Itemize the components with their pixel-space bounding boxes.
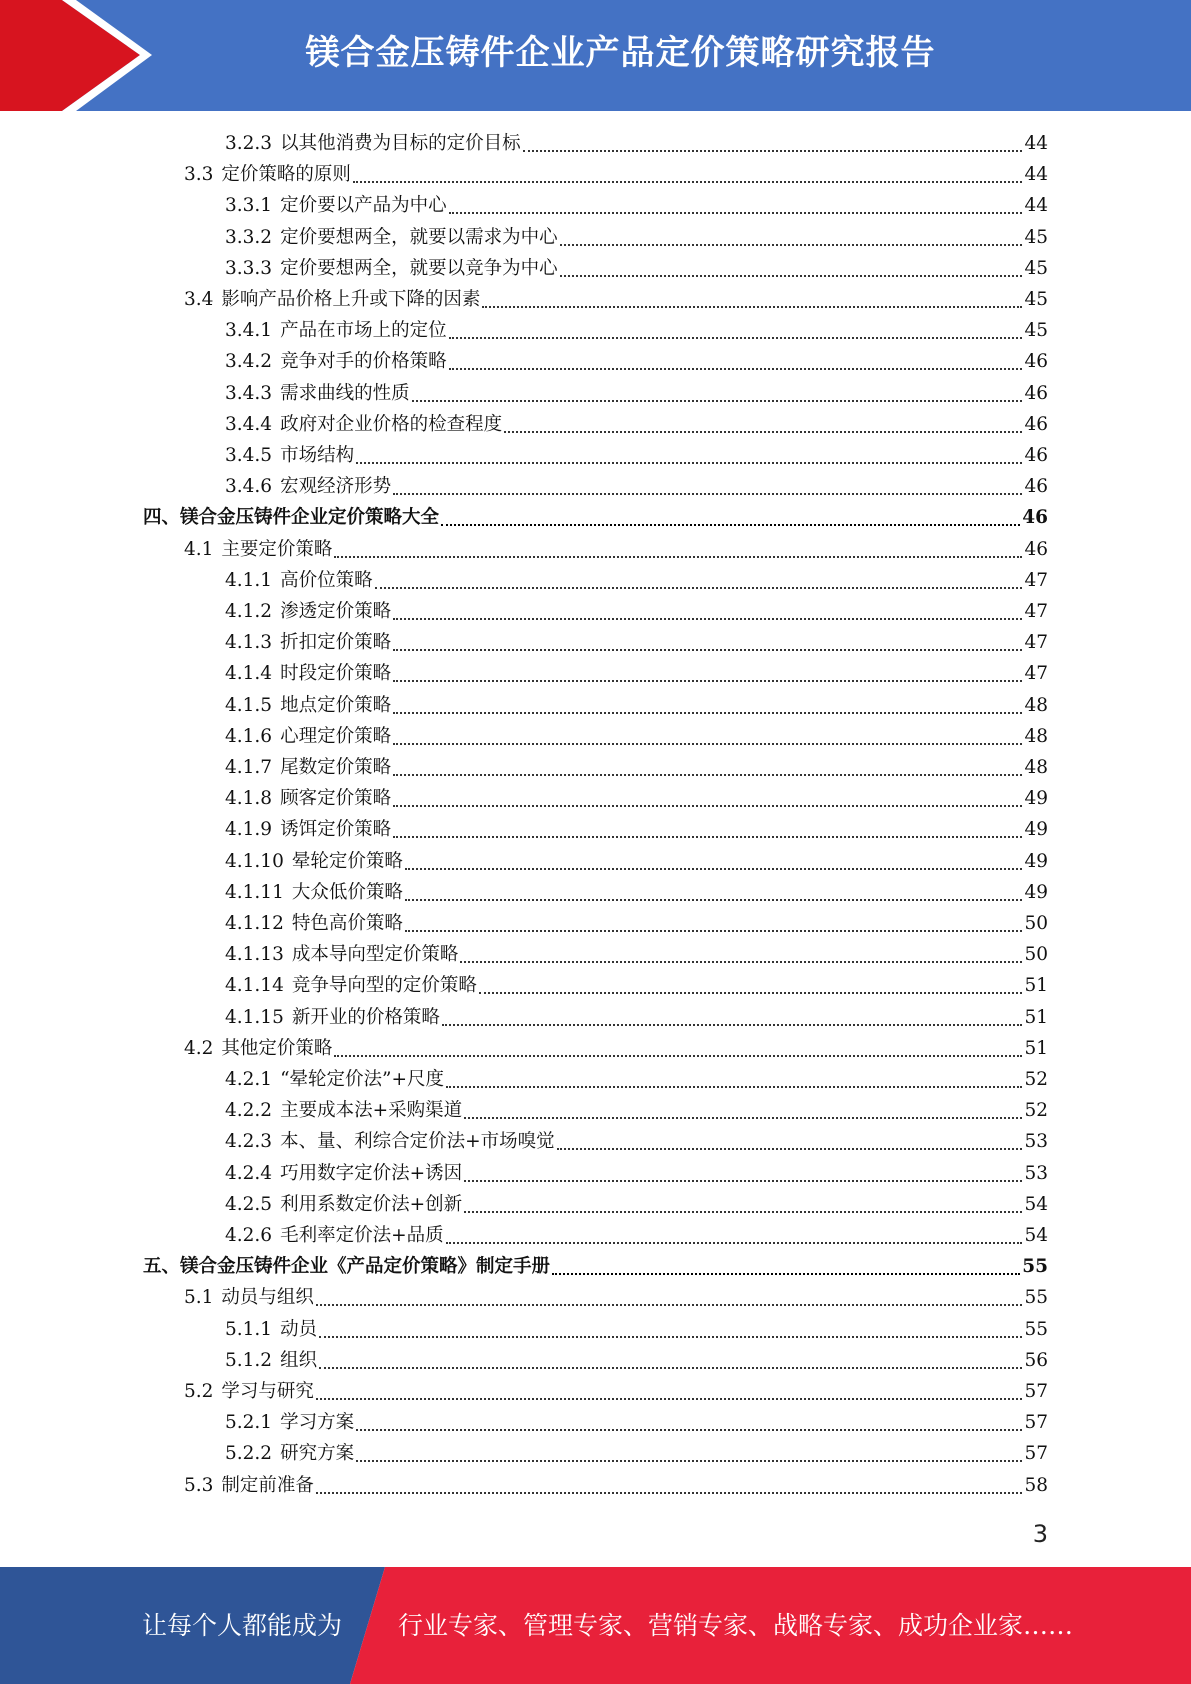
toc-entry[interactable] bbox=[184, 1282, 1048, 1313]
toc-dot-leader bbox=[393, 774, 1022, 776]
toc-entry-title: 渗透定价策略 bbox=[280, 601, 392, 622]
toc-entry-page: 55 bbox=[1022, 1256, 1048, 1278]
toc-entry-page: 47 bbox=[1024, 663, 1048, 685]
toc-entry[interactable] bbox=[225, 1438, 1048, 1469]
toc-entry[interactable] bbox=[225, 128, 1048, 159]
toc-entry[interactable] bbox=[143, 502, 1048, 533]
toc-entry-number: 3.3 bbox=[184, 164, 214, 186]
toc-dot-leader bbox=[441, 524, 1020, 526]
toc-dot-leader bbox=[334, 556, 1022, 558]
toc-entry-title: 竞争导向型的定价策略 bbox=[291, 975, 477, 997]
toc-entry-title: 产品在市场上的定位 bbox=[280, 320, 447, 342]
toc-entry[interactable] bbox=[225, 690, 1048, 721]
toc-entry-title: 折扣定价策略 bbox=[280, 632, 392, 654]
toc-entry-number: 3.3.1 bbox=[225, 195, 273, 217]
toc-dot-leader bbox=[356, 462, 1022, 464]
toc-entry-page: 55 bbox=[1024, 1318, 1048, 1340]
toc-entry-number: 4.2.6 bbox=[225, 1225, 273, 1246]
footer-slogan-right: 行业专家、管理专家、营销专家、战略专家、成功企业家…… bbox=[398, 1611, 1074, 1640]
toc-entry-title: 主要定价策略 bbox=[221, 538, 333, 560]
toc-entry-title: 市场结构 bbox=[280, 445, 355, 466]
toc-dot-leader bbox=[353, 181, 1023, 183]
toc-entry-number: 4.2 bbox=[184, 1037, 214, 1059]
toc-entry-title: 宏观经济形势 bbox=[280, 476, 392, 498]
toc-entry-title: 毛利率定价法+品质 bbox=[280, 1225, 444, 1246]
toc-entry[interactable] bbox=[225, 1002, 1048, 1033]
toc-entry-page: 55 bbox=[1024, 1287, 1048, 1309]
toc-entry-number: 3.4.2 bbox=[225, 351, 273, 373]
toc-entry-title: 组织 bbox=[280, 1349, 318, 1371]
toc-entry-page: 54 bbox=[1024, 1193, 1048, 1215]
toc-entry-page: 54 bbox=[1024, 1225, 1048, 1246]
toc-dot-leader bbox=[523, 150, 1023, 152]
toc-entry[interactable] bbox=[184, 1470, 1048, 1501]
header-banner bbox=[0, 0, 1191, 111]
toc-entry-number: 4.1.14 bbox=[225, 975, 284, 997]
toc-entry-page: 57 bbox=[1024, 1381, 1048, 1402]
toc-dot-leader bbox=[560, 244, 1023, 246]
toc-entry-title: 新开业的价格策略 bbox=[291, 1006, 440, 1028]
toc-entry[interactable] bbox=[225, 752, 1048, 783]
toc-entry-title: 利用系数定价法+创新 bbox=[280, 1193, 463, 1215]
toc-entry-number: 5.3 bbox=[184, 1474, 214, 1496]
toc-dot-leader bbox=[393, 743, 1022, 745]
toc-entry-page: 44 bbox=[1024, 195, 1048, 217]
toc-entry-number: 4.1.8 bbox=[225, 788, 273, 810]
toc-dot-leader bbox=[446, 1086, 1022, 1088]
toc-entry[interactable] bbox=[225, 409, 1048, 440]
toc-dot-leader bbox=[319, 1336, 1022, 1338]
toc-entry-page: 50 bbox=[1024, 913, 1048, 934]
toc-entry-number: 5.2 bbox=[184, 1381, 214, 1402]
toc-entry-page: 48 bbox=[1024, 694, 1048, 716]
toc-entry-title: 政府对企业价格的检查程度 bbox=[280, 413, 503, 435]
toc-entry[interactable] bbox=[184, 284, 1048, 315]
toc-entry-page: 46 bbox=[1024, 538, 1048, 560]
toc-entry-page: 49 bbox=[1024, 788, 1048, 810]
toc-dot-leader bbox=[393, 712, 1022, 714]
toc-dot-leader bbox=[552, 1273, 1020, 1275]
toc-entry[interactable] bbox=[225, 908, 1048, 939]
toc-entry-page: 47 bbox=[1024, 569, 1048, 591]
toc-entry-title: 大众低价策略 bbox=[291, 881, 403, 903]
toc-entry[interactable] bbox=[225, 440, 1048, 471]
toc-entry[interactable] bbox=[225, 378, 1048, 409]
toc-entry-page: 48 bbox=[1024, 725, 1048, 747]
toc-dot-leader bbox=[316, 1304, 1023, 1306]
toc-entry[interactable] bbox=[225, 253, 1048, 284]
toc-entry-number: 5.2.2 bbox=[225, 1443, 273, 1465]
toc-dot-leader bbox=[375, 587, 1023, 589]
toc-dot-leader bbox=[405, 899, 1023, 901]
toc-entry-title: 动员 bbox=[280, 1318, 318, 1340]
toc-entry-title: 成本导向型定价策略 bbox=[291, 944, 459, 966]
footer-slogan-left: 让每个人都能成为 bbox=[142, 1611, 343, 1640]
toc-entry-title: 时段定价策略 bbox=[280, 663, 392, 685]
toc-entry-title: 定价要想两全，就要以需求为中心 bbox=[280, 226, 558, 248]
toc-entry-number: 4.2.1 bbox=[225, 1069, 273, 1090]
toc-dot-leader bbox=[464, 1211, 1022, 1213]
toc-entry-number: 4.1.3 bbox=[225, 632, 273, 654]
toc-entry-page: 51 bbox=[1024, 1037, 1048, 1059]
toc-entry-number: 4.2.5 bbox=[225, 1193, 273, 1215]
toc-entry-title: 研究方案 bbox=[280, 1443, 355, 1465]
toc-entry[interactable] bbox=[225, 1345, 1048, 1376]
toc-entry-number: 4.2.3 bbox=[225, 1131, 273, 1153]
toc-entry-number: 3.4.1 bbox=[225, 320, 273, 342]
toc-entry-page: 46 bbox=[1022, 507, 1048, 529]
toc-entry-page: 51 bbox=[1024, 1006, 1048, 1028]
toc-entry[interactable] bbox=[225, 814, 1048, 845]
toc-entry-number: 4.1.10 bbox=[225, 850, 284, 872]
toc-entry[interactable] bbox=[225, 970, 1048, 1001]
toc-entry-page: 51 bbox=[1024, 975, 1048, 997]
toc-dot-leader bbox=[412, 400, 1023, 402]
toc-entry[interactable] bbox=[225, 783, 1048, 814]
toc-entry[interactable] bbox=[225, 721, 1048, 752]
toc-entry[interactable] bbox=[184, 1033, 1048, 1064]
toc-entry-title: 尾数定价策略 bbox=[280, 757, 392, 778]
toc-entry-number: 5.2.1 bbox=[225, 1412, 273, 1434]
toc-entry-title: 制定前准备 bbox=[221, 1474, 314, 1496]
toc-dot-leader bbox=[334, 1055, 1022, 1057]
toc-entry-title: 定价要以产品为中心 bbox=[280, 195, 447, 217]
toc-dot-leader bbox=[405, 930, 1023, 932]
toc-entry[interactable] bbox=[184, 534, 1048, 565]
toc-entry-page: 48 bbox=[1024, 757, 1048, 778]
toc-entry-title: 四、镁合金压铸件企业定价策略大全 bbox=[143, 507, 440, 529]
toc-entry-page: 46 bbox=[1024, 445, 1048, 466]
toc-dot-leader bbox=[449, 212, 1023, 214]
toc-dot-leader bbox=[482, 306, 1022, 308]
toc-entry-page: 53 bbox=[1024, 1131, 1048, 1153]
toc-entry[interactable] bbox=[143, 1251, 1048, 1282]
toc-entry-page: 58 bbox=[1024, 1474, 1048, 1496]
toc-dot-leader bbox=[464, 1117, 1022, 1119]
toc-entry[interactable] bbox=[184, 1376, 1048, 1407]
toc-entry[interactable] bbox=[225, 315, 1048, 346]
toc-entry-number: 4.2.4 bbox=[225, 1162, 273, 1184]
toc-dot-leader bbox=[393, 680, 1022, 682]
toc-entry-number: 3.4.3 bbox=[225, 382, 273, 404]
toc-dot-leader bbox=[319, 1367, 1022, 1369]
toc-entry-number: 4.1.7 bbox=[225, 757, 273, 778]
toc-entry[interactable] bbox=[225, 1126, 1048, 1157]
toc-entry-page: 44 bbox=[1024, 164, 1048, 186]
toc-entry-number: 4.1.4 bbox=[225, 663, 273, 685]
toc-entry-page: 47 bbox=[1024, 632, 1048, 654]
toc-entry-title: 以其他消费为目标的定价目标 bbox=[280, 133, 521, 154]
toc-entry-title: 学习方案 bbox=[280, 1412, 355, 1434]
report-title: 镁合金压铸件企业产品定价策略研究报告 bbox=[305, 33, 936, 73]
toc-dot-leader bbox=[393, 649, 1022, 651]
toc-entry-page: 46 bbox=[1024, 382, 1048, 404]
toc-dot-leader bbox=[393, 805, 1022, 807]
toc-dot-leader bbox=[464, 1180, 1022, 1182]
toc-entry-number: 4.1.5 bbox=[225, 694, 273, 716]
toc-dot-leader bbox=[460, 961, 1022, 963]
toc-dot-leader bbox=[442, 1024, 1023, 1026]
toc-entry-number: 3.4.6 bbox=[225, 476, 273, 498]
toc-entry[interactable] bbox=[225, 627, 1048, 658]
toc-entry[interactable] bbox=[225, 222, 1048, 253]
toc-dot-leader bbox=[557, 1148, 1023, 1150]
toc-entry-number: 3.3.3 bbox=[225, 257, 273, 279]
toc-entry[interactable] bbox=[184, 159, 1048, 190]
toc-entry-title: 动员与组织 bbox=[221, 1287, 314, 1309]
toc-entry-title: 诱饵定价策略 bbox=[280, 819, 392, 841]
toc-entry-number: 4.1.2 bbox=[225, 601, 273, 622]
toc-entry[interactable] bbox=[225, 346, 1048, 377]
toc-entry-number: 4.1.13 bbox=[225, 944, 284, 966]
toc-dot-leader bbox=[560, 275, 1023, 277]
toc-entry-number: 3.2.3 bbox=[225, 133, 273, 154]
toc-entry-title: 其他定价策略 bbox=[221, 1037, 333, 1059]
toc-entry[interactable] bbox=[225, 877, 1048, 908]
toc-entry-page: 45 bbox=[1024, 226, 1048, 248]
toc-entry-page: 53 bbox=[1024, 1162, 1048, 1184]
toc-entry-page: 45 bbox=[1024, 289, 1048, 310]
toc-entry-title: 晕轮定价策略 bbox=[291, 850, 403, 872]
toc-dot-leader bbox=[316, 1492, 1023, 1494]
toc-entry-number: 3.4.5 bbox=[225, 445, 273, 466]
page-number: 3 bbox=[1032, 1520, 1048, 1548]
toc-entry-title: 巧用数字定价法+诱因 bbox=[280, 1162, 463, 1184]
toc-entry[interactable] bbox=[225, 1158, 1048, 1189]
toc-entry-page: 52 bbox=[1024, 1100, 1048, 1122]
toc-dot-leader bbox=[405, 868, 1023, 870]
toc-entry-title: 五、镁合金压铸件企业《产品定价策略》制定手册 bbox=[143, 1256, 551, 1278]
toc-entry-number: 4.1.12 bbox=[225, 913, 284, 934]
toc-dot-leader bbox=[393, 493, 1022, 495]
toc-entry-number: 4.1.1 bbox=[225, 569, 273, 591]
toc-entry[interactable] bbox=[225, 596, 1048, 627]
toc-entry-number: 5.1.1 bbox=[225, 1318, 273, 1340]
toc-dot-leader bbox=[449, 337, 1023, 339]
toc-entry-number: 4.2.2 bbox=[225, 1100, 273, 1122]
toc-entry-title: 定价要想两全，就要以竞争为中心 bbox=[280, 257, 558, 279]
toc-entry-title: 学习与研究 bbox=[221, 1381, 314, 1402]
toc-entry-number: 4.1.6 bbox=[225, 725, 273, 747]
toc-entry-number: 5.1 bbox=[184, 1287, 214, 1309]
toc-entry-title: 高价位策略 bbox=[280, 569, 373, 591]
toc-entry-title: 顾客定价策略 bbox=[280, 788, 392, 810]
toc-entry-number: 4.1.9 bbox=[225, 819, 273, 841]
toc-entry[interactable] bbox=[225, 565, 1048, 596]
toc-entry[interactable] bbox=[225, 1095, 1048, 1126]
toc-entry-number: 3.4 bbox=[184, 289, 214, 310]
toc-entry-title: 影响产品价格上升或下降的因素 bbox=[221, 289, 481, 310]
toc-entry-title: 本、量、利综合定价法+市场嗅觉 bbox=[280, 1131, 555, 1153]
toc-entry-page: 49 bbox=[1024, 850, 1048, 872]
toc-dot-leader bbox=[393, 618, 1022, 620]
toc-entry-number: 4.1.11 bbox=[225, 881, 284, 903]
toc-entry[interactable] bbox=[225, 846, 1048, 877]
toc-entry-number: 3.4.4 bbox=[225, 413, 273, 435]
toc-entry-page: 49 bbox=[1024, 881, 1048, 903]
toc-entry-page: 44 bbox=[1024, 133, 1048, 154]
toc-entry-title: 需求曲线的性质 bbox=[280, 382, 410, 404]
toc-entry-number: 3.3.2 bbox=[225, 226, 273, 248]
toc-entry-number: 4.1.15 bbox=[225, 1006, 284, 1028]
toc-entry-page: 49 bbox=[1024, 819, 1048, 841]
toc-entry-number: 4.1 bbox=[184, 538, 214, 560]
toc-dot-leader bbox=[504, 431, 1022, 433]
toc-dot-leader bbox=[356, 1460, 1022, 1462]
toc-entry-title: 定价策略的原则 bbox=[221, 164, 351, 186]
toc-entry-number: 5.1.2 bbox=[225, 1349, 273, 1371]
toc-entry-page: 57 bbox=[1024, 1443, 1048, 1465]
toc-entry-page: 45 bbox=[1024, 320, 1048, 342]
toc-entry-page: 45 bbox=[1024, 257, 1048, 279]
toc-entry[interactable] bbox=[225, 471, 1048, 502]
toc-dot-leader bbox=[393, 836, 1022, 838]
toc-entry-page: 46 bbox=[1024, 351, 1048, 373]
toc-dot-leader bbox=[479, 992, 1023, 994]
toc-entry[interactable] bbox=[225, 1407, 1048, 1438]
toc-entry-page: 46 bbox=[1024, 476, 1048, 498]
toc-entry-title: 心理定价策略 bbox=[280, 725, 392, 747]
toc-entry[interactable] bbox=[225, 939, 1048, 970]
toc-entry[interactable] bbox=[225, 190, 1048, 221]
toc-entry-title: 特色高价策略 bbox=[291, 913, 403, 934]
toc-entry-page: 50 bbox=[1024, 944, 1048, 966]
toc-entry[interactable] bbox=[225, 1220, 1048, 1251]
toc-entry[interactable] bbox=[225, 1064, 1048, 1095]
toc-entry[interactable] bbox=[225, 658, 1048, 689]
toc-dot-leader bbox=[356, 1429, 1022, 1431]
toc-entry-page: 47 bbox=[1024, 601, 1048, 622]
toc-entry[interactable] bbox=[225, 1314, 1048, 1345]
footer-banner bbox=[0, 1567, 1191, 1684]
toc-entry-page: 52 bbox=[1024, 1069, 1048, 1090]
toc-entry-title: “晕轮定价法”+尺度 bbox=[280, 1069, 444, 1090]
toc-entry-title: 竞争对手的价格策略 bbox=[280, 351, 447, 373]
toc-entry-page: 57 bbox=[1024, 1412, 1048, 1434]
toc-dot-leader bbox=[449, 368, 1023, 370]
toc-dot-leader bbox=[316, 1398, 1023, 1400]
toc-entry-page: 46 bbox=[1024, 413, 1048, 435]
toc-entry-title: 主要成本法+采购渠道 bbox=[280, 1100, 463, 1122]
toc-entry-page: 56 bbox=[1024, 1349, 1048, 1371]
toc-dot-leader bbox=[446, 1242, 1023, 1244]
toc-entry-title: 地点定价策略 bbox=[280, 694, 392, 716]
toc-entry[interactable] bbox=[225, 1189, 1048, 1220]
chevron-arrow-decoration bbox=[0, 0, 160, 111]
